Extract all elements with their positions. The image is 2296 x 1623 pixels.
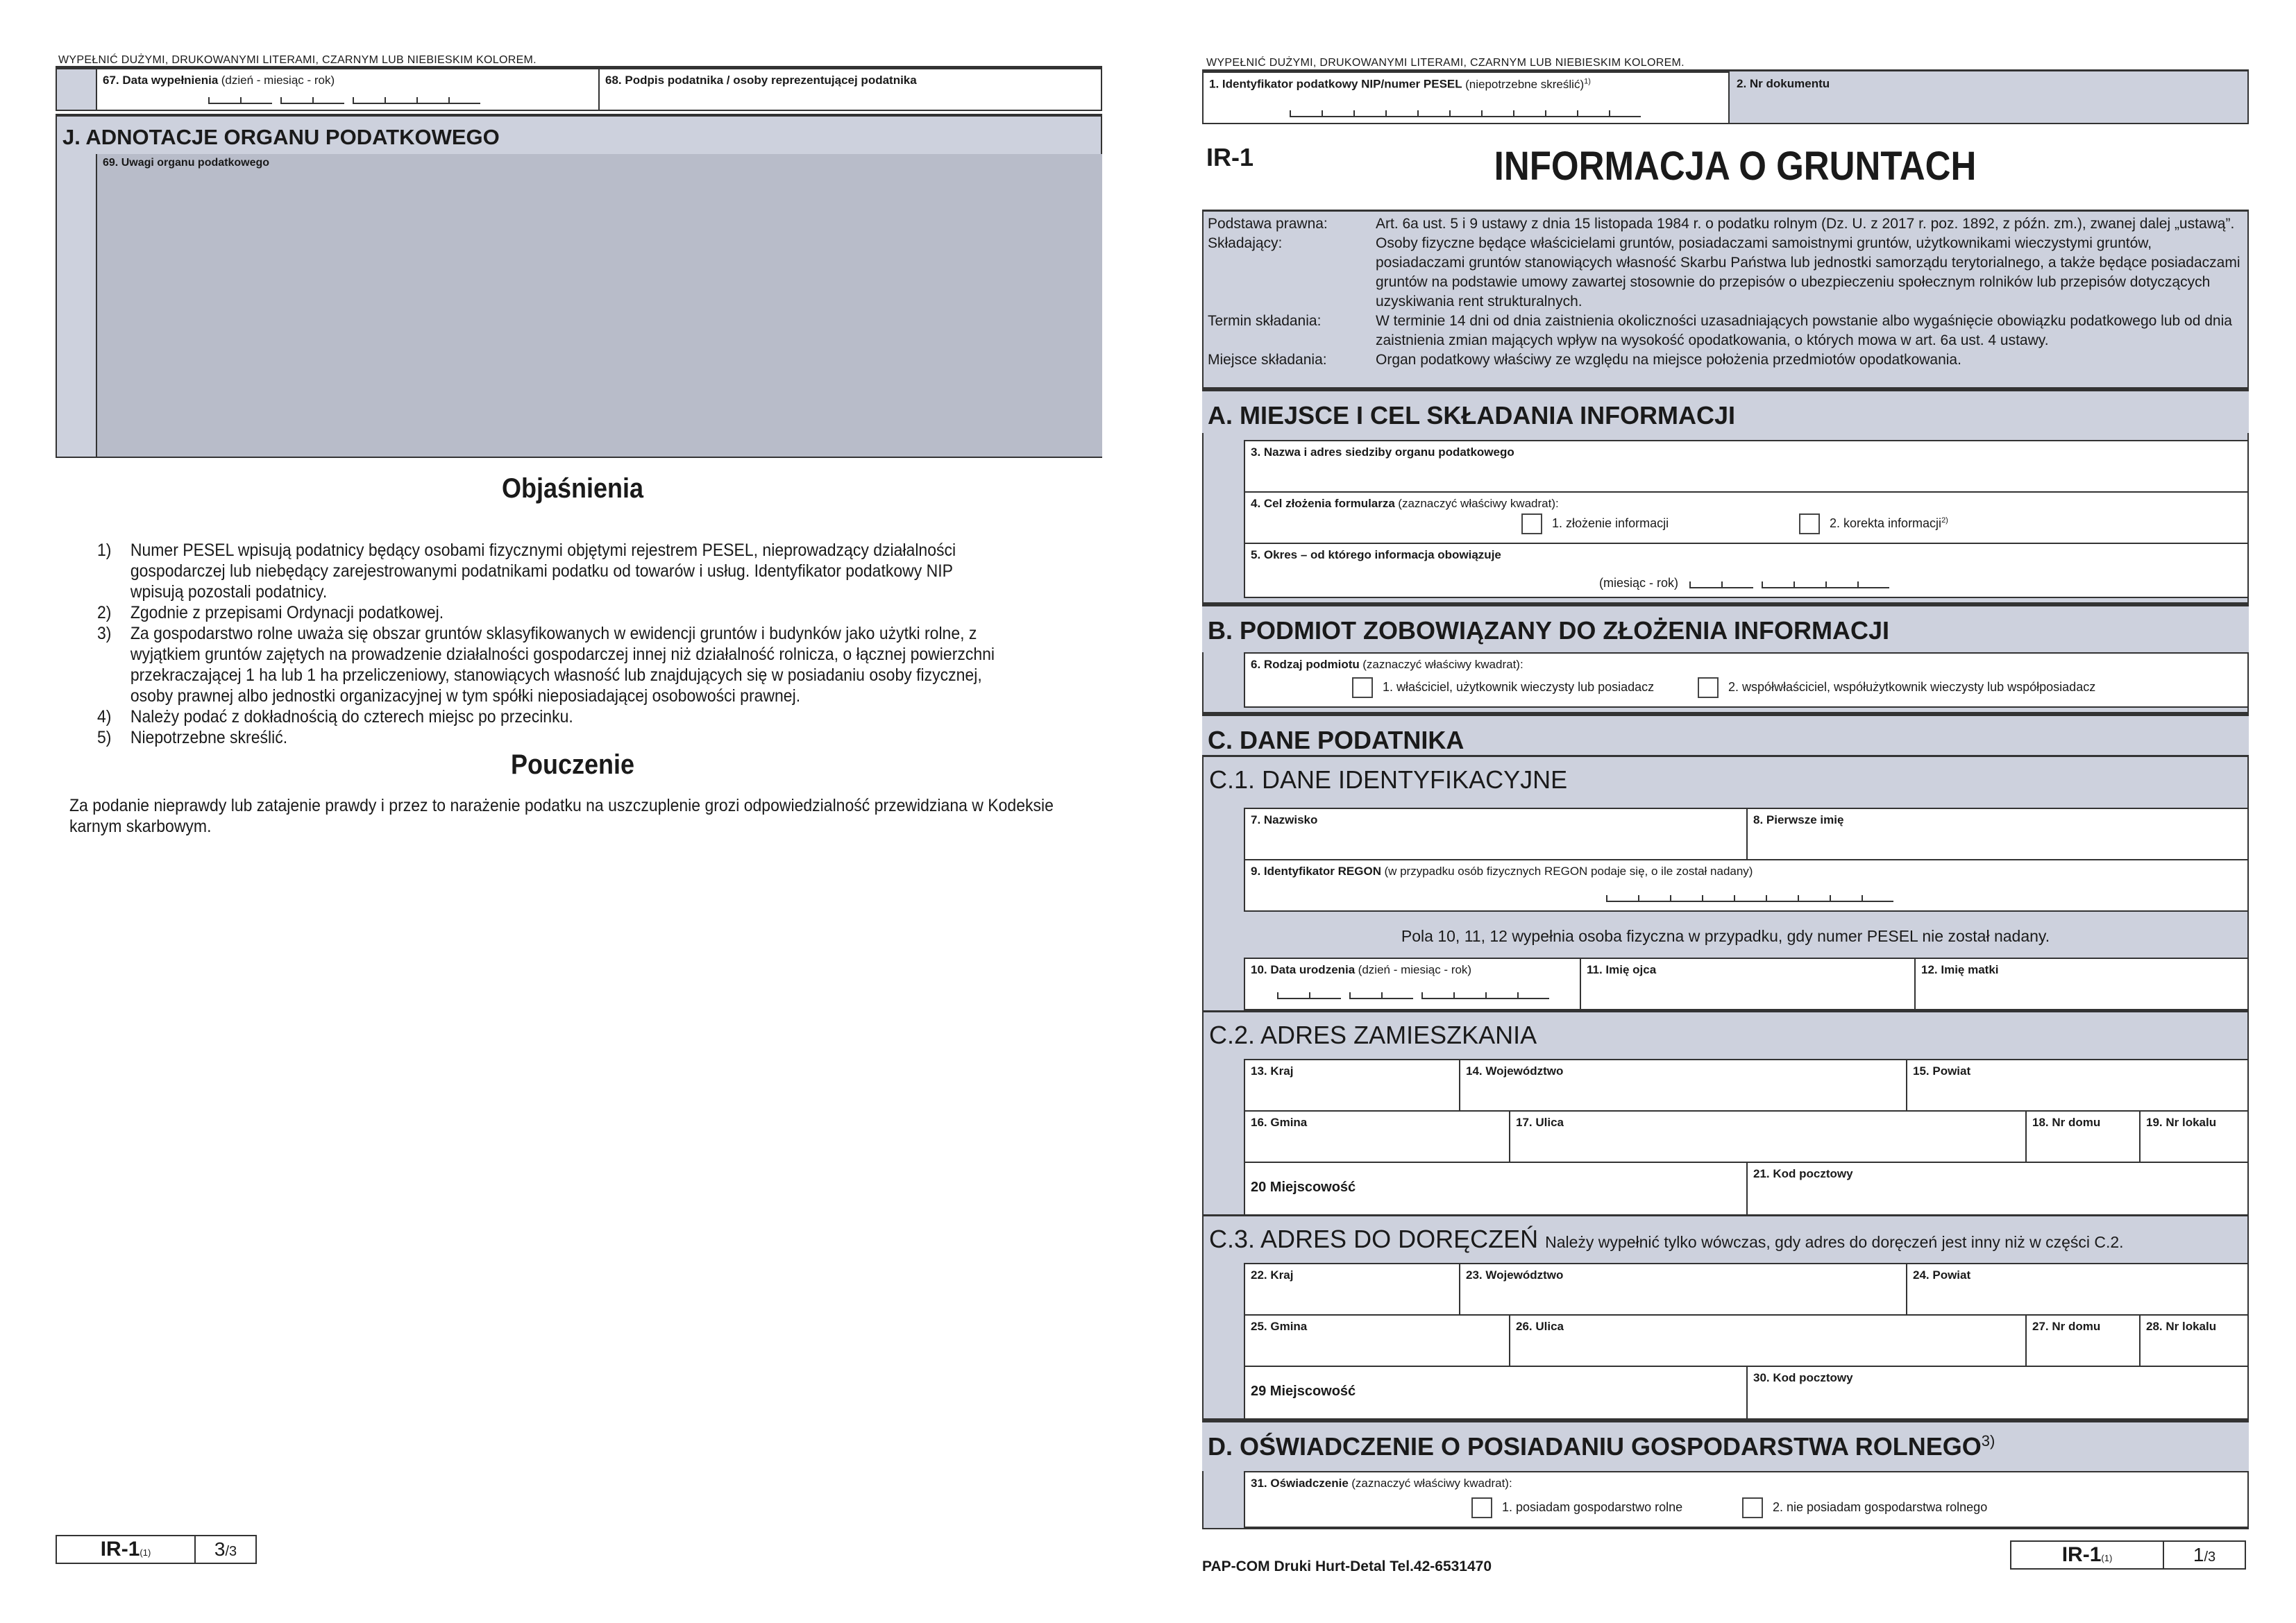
option-zlozenie[interactable]: 1. złożenie informacji (1521, 513, 1669, 534)
field-29-locality[interactable]: 29 Miejscowość (1244, 1366, 1748, 1420)
field-4-label: 4. Cel złożenia formularza (1251, 497, 1395, 510)
right-header-note: WYPEŁNIĆ DUŻYMI, DRUKOWANYMI LITERAMI, CZARNYM LUB NIEBIESKIM KOLOREM. (1206, 57, 1685, 69)
checkbox-korekta[interactable] (1799, 513, 1820, 534)
section-b-body (1202, 652, 2249, 712)
field-16-commune[interactable]: 16. Gmina (1244, 1110, 1510, 1163)
fields-67-68 (56, 68, 1102, 111)
info-block (1202, 210, 2249, 389)
field-26-street[interactable]: 26. Ulica (1509, 1314, 2027, 1367)
field-9-label: 9. Identyfikator REGON (1251, 865, 1381, 878)
left-footer-page: 3/3 (214, 1538, 237, 1560)
section-c1-body (1202, 808, 2249, 1010)
info-row: Składający: Osoby fizyczne będące właścicielami gruntów, posiadaczami samoistnymi gruntów, użytkownikami wieczystymi gruntów, posiadaczami gruntów stanowiących własność Skarbu Państwa lub jednostki samorządu terytorialnego, a także będące posiadaczami gruntów na podstawie umowy zawartej stosownie do przepisów o ubezpieczeniu społecznym rolników lub przepisów dotyczących uzyskiwania rent strukturalnych. (1208, 235, 2240, 309)
note-item: 3) Za gospodarstwo rolne uważa się obszar gruntów sklasyfikowanych w ewidencji gruntów i budynków jako użytki rolne, z wyjątkiem gruntów zajętych na prowadzenie działalności gospodarczej innej niż działalność rolnicza, o łącznej powierzchni przekraczającej 1 ha lub 1 ha przeliczeniowy, stanowiących własność lub znajdujących się w posiadaniu osoby fizycznej, osoby prawnej albo jednostki organizacyjnej w tym spółki nieposiadającej osobowości prawnej. (97, 624, 995, 706)
field-22-country[interactable]: 22. Kraj (1244, 1263, 1460, 1316)
field-2-doc-number[interactable] (1731, 71, 2249, 124)
section-j-body (56, 154, 1102, 458)
field-31-declaration: 31. Oświadczenie (zaznaczyć właściwy kwadrat): 1. posiadam gospodarstwo rolne 2. nie posiadam gospodarstwa rolnego (1244, 1471, 2249, 1528)
info-row: Termin składania: W terminie 14 dni od dnia zaistnienia okoliczności uzasadniających powstanie albo wygaśnięcie obowiązku podatkowego lub od dnia zaistnienia zmian mających wpływ na wysokość opodatkowania, o których mowa w art. 6a ust. 4 ustawy. (1208, 313, 2232, 348)
field-68-signature[interactable] (598, 68, 1102, 111)
field-12-mother-name[interactable]: 12. Imię matki (1914, 958, 2249, 1010)
checkbox-posiadam[interactable] (1471, 1497, 1492, 1518)
option-posiadam[interactable]: 1. posiadam gospodarstwo rolne (1471, 1497, 1682, 1518)
section-c3-note: Należy wypełnić tylko wówczas, gdy adres do doręczeń jest inny niż w części C.2. (1545, 1233, 2124, 1251)
field-1-label: 1. Identyfikator podatkowy NIP/numer PESEL (1209, 77, 1462, 91)
fields-1-2 (1202, 71, 2249, 124)
field-5-period[interactable]: 5. Okres – od którego informacja obowiązuje (miesiąc - rok) (1244, 543, 2249, 598)
field-6-label: 6. Rodzaj podmiotu (1251, 658, 1360, 671)
field-67-date[interactable] (96, 68, 600, 111)
checkbox-zlozenie[interactable] (1521, 513, 1542, 534)
field-13-country[interactable]: 13. Kraj (1244, 1059, 1460, 1112)
field-5-label: 5. Okres – od którego informacja obowiązuje (1251, 548, 1501, 561)
field-21-postal-code[interactable]: 21. Kod pocztowy (1746, 1162, 2249, 1216)
field-2-label: 2. Nr dokumentu (1737, 77, 1830, 90)
section-c2-body (1202, 1059, 2249, 1216)
field-19-apartment-number[interactable]: 19. Nr lokalu (2139, 1110, 2249, 1163)
field-4-purpose: 4. Cel złożenia formularza (zaznaczyć właściwy kwadrat): 1. złożenie informacji 2. korekta informacji$^{2)}$ (1244, 491, 2249, 544)
field-28-apartment-number[interactable]: 28. Nr lokalu (2139, 1314, 2249, 1367)
pouczenie-title: Pouczenie (510, 749, 635, 780)
section-c3-body (1202, 1263, 2249, 1420)
section-j-title: J. ADNOTACJE ORGANU PODATKOWEGO (56, 114, 1102, 155)
field-30-postal-code[interactable]: 30. Kod pocztowy (1746, 1366, 2249, 1420)
field-27-house-number[interactable]: 27. Nr domu (2025, 1314, 2141, 1367)
note-item: 5) Niepotrzebne skreślić. (97, 728, 288, 747)
right-footer-code: IR-1(1) (2011, 1542, 2164, 1568)
pesel-note: Pola 10, 11, 12 wypełnia osoba fizyczna w przypadku, gdy numer PESEL nie został nadany. (1401, 927, 2050, 945)
left-header-note: WYPEŁNIĆ DUŻYMI, DRUKOWANYMI LITERAMI, CZARNYM LUB NIEBIESKIM KOLOREM. (58, 54, 537, 66)
field-9-regon[interactable]: 9. Identyfikator REGON (w przypadku osób fizycznych REGON podaje się, o ile został nadany) (1244, 859, 2249, 912)
option-wlasciciel[interactable]: 1. właściciel, użytkownik wieczysty lub posiadacz (1352, 677, 1654, 698)
note-item: 2) Zgodnie z przepisami Ordynacji podatkowej. (97, 603, 444, 622)
checkbox-wspolwlasciciel[interactable] (1698, 677, 1719, 698)
section-d-title: D. OŚWIADCZENIE O POSIADANIU GOSPODARSTWA ROLNEGO$^{3)}$ (1202, 1418, 2249, 1472)
left-footer-code: IR-1(1) (57, 1536, 196, 1563)
pouczenie-text: Za podanie nieprawdy lub zatajenie prawdy i przez to narażenie podatku na uszczuplenie grozi odpowiedzialność przewidziana w Kodeksie karnym skarbowym. (69, 796, 1054, 836)
field-10-birth-date[interactable]: 10. Data urodzenia (dzień - miesiąc - rok) (1244, 958, 1581, 1010)
printer-info: PAP-COM Druki Hurt-Detal Tel.42-6531470 (1202, 1558, 1492, 1574)
info-row: Miejsce składania: Organ podatkowy właściwy ze względu na miejsce położenia przedmiotów opodatkowania. (1208, 352, 1961, 368)
field-69-remarks[interactable] (96, 154, 1102, 457)
field-31-label: 31. Oświadczenie (1251, 1477, 1349, 1490)
checkbox-wlasciciel[interactable] (1352, 677, 1373, 698)
section-c1-title: C.1. DANE IDENTYFIKACYJNE (1202, 755, 2249, 808)
note-item: 4) Należy podać z dokładnością do czterech miejsc po przecinku. (97, 707, 573, 726)
section-a-title: A. MIEJSCE I CEL SKŁADANIA INFORMACJI (1202, 387, 2249, 433)
field-1-nip-pesel[interactable]: 1. Identyfikator podatkowy NIP/numer PESEL (niepotrzebne skreślić)$^{1)}$ (1202, 71, 1730, 124)
form-code: IR-1 (1206, 143, 1254, 171)
field-14-voivodeship[interactable]: 14. Województwo (1459, 1059, 1907, 1112)
checkbox-nie-posiadam[interactable] (1742, 1497, 1763, 1518)
field-20-locality[interactable]: 20 Miejscowość (1244, 1162, 1748, 1216)
field-68-label: 68. Podpis podatnika / osoby reprezentującej podatnika (605, 74, 917, 87)
field-23-voivodeship[interactable]: 23. Województwo (1459, 1263, 1907, 1316)
field-25-commune[interactable]: 25. Gmina (1244, 1314, 1510, 1367)
field-3-tax-office[interactable] (1244, 440, 2249, 493)
field-11-father-name[interactable]: 11. Imię ojca (1580, 958, 1916, 1010)
section-c3-title: C.3. ADRES DO DORĘCZEŃ Należy wypełnić tylko wówczas, gdy adres do doręczeń jest inny niż w części C.2. (1202, 1214, 2249, 1264)
option-wspolwlasciciel[interactable]: 2. współwłaściciel, współużytkownik wieczysty lub współposiadacz (1698, 677, 2095, 698)
field-67-hint: (dzień - miesiąc - rok) (221, 74, 335, 87)
field-69-label: 69. Uwagi organu podatkowego (103, 157, 270, 169)
left-footer (56, 1535, 257, 1564)
field-1-hint: (niepotrzebne skreślić) (1465, 77, 1585, 91)
right-footer (2010, 1540, 2246, 1570)
field-8-first-name[interactable]: 8. Pierwsze imię (1746, 808, 2249, 860)
objasnienia-title: Objaśnienia (501, 473, 644, 504)
field-6-entity-type: 6. Rodzaj podmiotu (zaznaczyć właściwy kwadrat): 1. właściciel, użytkownik wieczysty lub posiadacz 2. współwłaściciel, współużytkownik wieczysty lub współposiadacz (1244, 652, 2249, 708)
field-7-surname[interactable]: 7. Nazwisko (1244, 808, 1748, 860)
note-item: 1) Numer PESEL wpisują podatnicy będący osobami fizycznymi objętymi rejestrem PESEL, nieprowadzący działalności gospodarczej lub niebędący zarejestrowanymi podatnikami podatku od towarów i usług. Identyfikator podatkowy NIP wpisują pozostali podatnicy. (97, 541, 956, 602)
option-korekta[interactable]: 2. korekta informacji$^{2)}$ (1799, 513, 1948, 534)
field-17-street[interactable]: 17. Ulica (1509, 1110, 2027, 1163)
field-15-county[interactable]: 15. Powiat (1906, 1059, 2249, 1112)
section-b-title: B. PODMIOT ZOBOWIĄZANY DO ZŁOŻENIA INFORMACJI (1202, 602, 2249, 652)
field-3-label: 3. Nazwa i adres siedziby organu podatkowego (1251, 445, 1514, 459)
field-24-county[interactable]: 24. Powiat (1906, 1263, 2249, 1316)
info-row: Podstawa prawna: Art. 6a ust. 5 i 9 ustawy z dnia 15 listopada 1984 r. o podatku rolnym (Dz. U. z 2017 r. poz. 1892, z późn. zm.), zwanej dalej „ustawą”. (1208, 216, 2235, 232)
right-footer-page: 1/3 (2193, 1544, 2216, 1565)
section-d-body (1202, 1471, 2249, 1529)
field-67-label: 67. Data wypełnienia (103, 74, 219, 87)
section-c-title: C. DANE PODATNIKA (1202, 712, 2249, 756)
section-a-body (1202, 433, 2249, 604)
form-title: INFORMACJA O GRUNTACH (1494, 144, 1977, 189)
field-18-house-number[interactable]: 18. Nr domu (2025, 1110, 2141, 1163)
option-nie-posiadam[interactable]: 2. nie posiadam gospodarstwa rolnego (1742, 1497, 1987, 1518)
notes-list (97, 540, 1004, 748)
section-c2-title: C.2. ADRES ZAMIESZKANIA (1202, 1010, 2249, 1060)
